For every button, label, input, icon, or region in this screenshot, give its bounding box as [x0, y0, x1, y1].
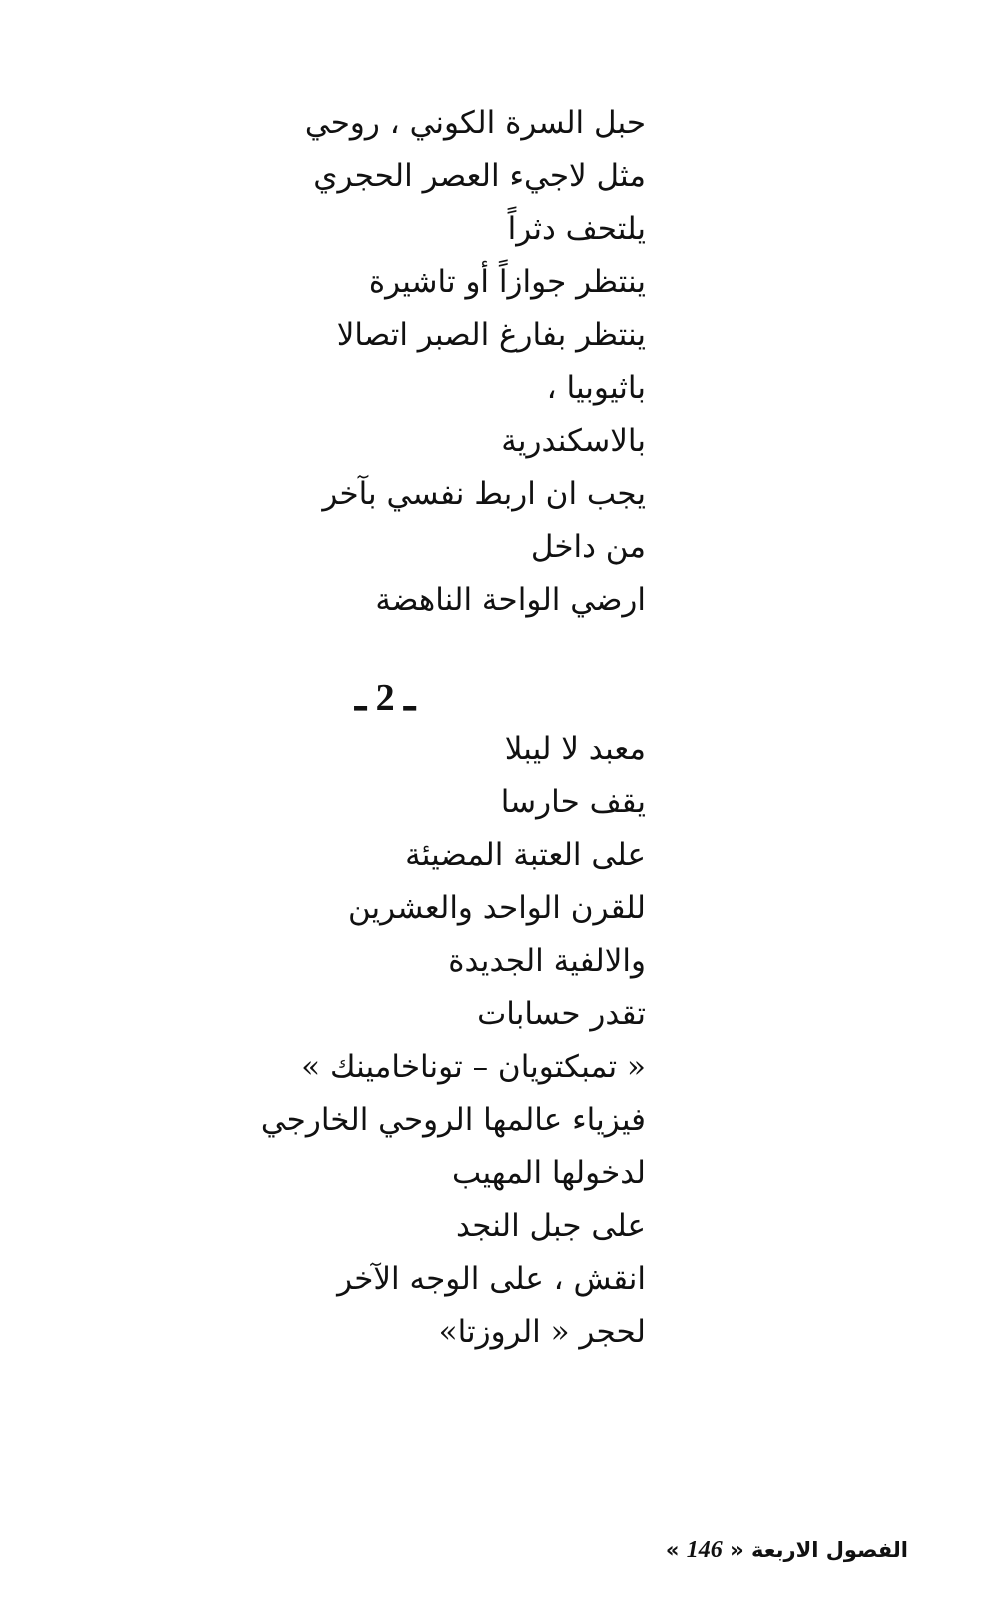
poem-line: من داخل: [530, 529, 646, 565]
poem-line: يقف حارسا: [500, 784, 646, 820]
poem-line: يجب ان اربط نفسي بآخر: [322, 476, 646, 512]
poem-line: بالاسكندرية: [501, 423, 646, 459]
poem-line: لدخولها المهيب: [452, 1155, 646, 1191]
poem-line: باثيوبيا ،: [546, 370, 646, 406]
poem-line: والالفية الجديدة: [448, 943, 646, 979]
poem-line: انقش ، على الوجه الآخر: [337, 1261, 646, 1297]
poem-line: « تمبكتويان – توناخامينك »: [301, 1049, 646, 1085]
footer-open-quote: «: [730, 1538, 744, 1562]
poem-line: فيزياء عالمها الروحي الخارجي: [260, 1102, 646, 1138]
page-footer: [666, 1535, 908, 1565]
page-number: 146: [686, 1537, 723, 1563]
poem-line: ينتظر بفارغ الصبر اتصالا: [336, 317, 646, 353]
poem-line: ينتظر جوازاً أو تاشيرة: [368, 264, 646, 300]
poem-stanza-2: [261, 723, 646, 1359]
footer-close-quote: »: [665, 1538, 680, 1562]
poem-line: على جبل النجد: [456, 1208, 646, 1244]
poem-line: على العتبة المضيئة: [405, 837, 646, 873]
poem-line: ارضي الواحة الناهضة: [375, 582, 646, 618]
poem-line: يلتحف دثراً: [507, 211, 646, 247]
poem-line: معبد لا ليبلا: [504, 731, 646, 767]
poem-line: حبل السرة الكوني ، روحي: [304, 105, 646, 141]
poem-line: مثل لاجيء العصر الحجري: [313, 158, 646, 194]
poem-line: للقرن الواحد والعشرين: [347, 890, 646, 926]
poem-line: لحجر « الروزتا»: [438, 1314, 646, 1350]
section-number: ـ 2 ـ: [355, 677, 416, 719]
poem-line: تقدر حسابات: [477, 996, 646, 1032]
footer-book-title: الفصول الاربعة: [751, 1538, 908, 1562]
poem-stanza-1: [305, 97, 646, 627]
